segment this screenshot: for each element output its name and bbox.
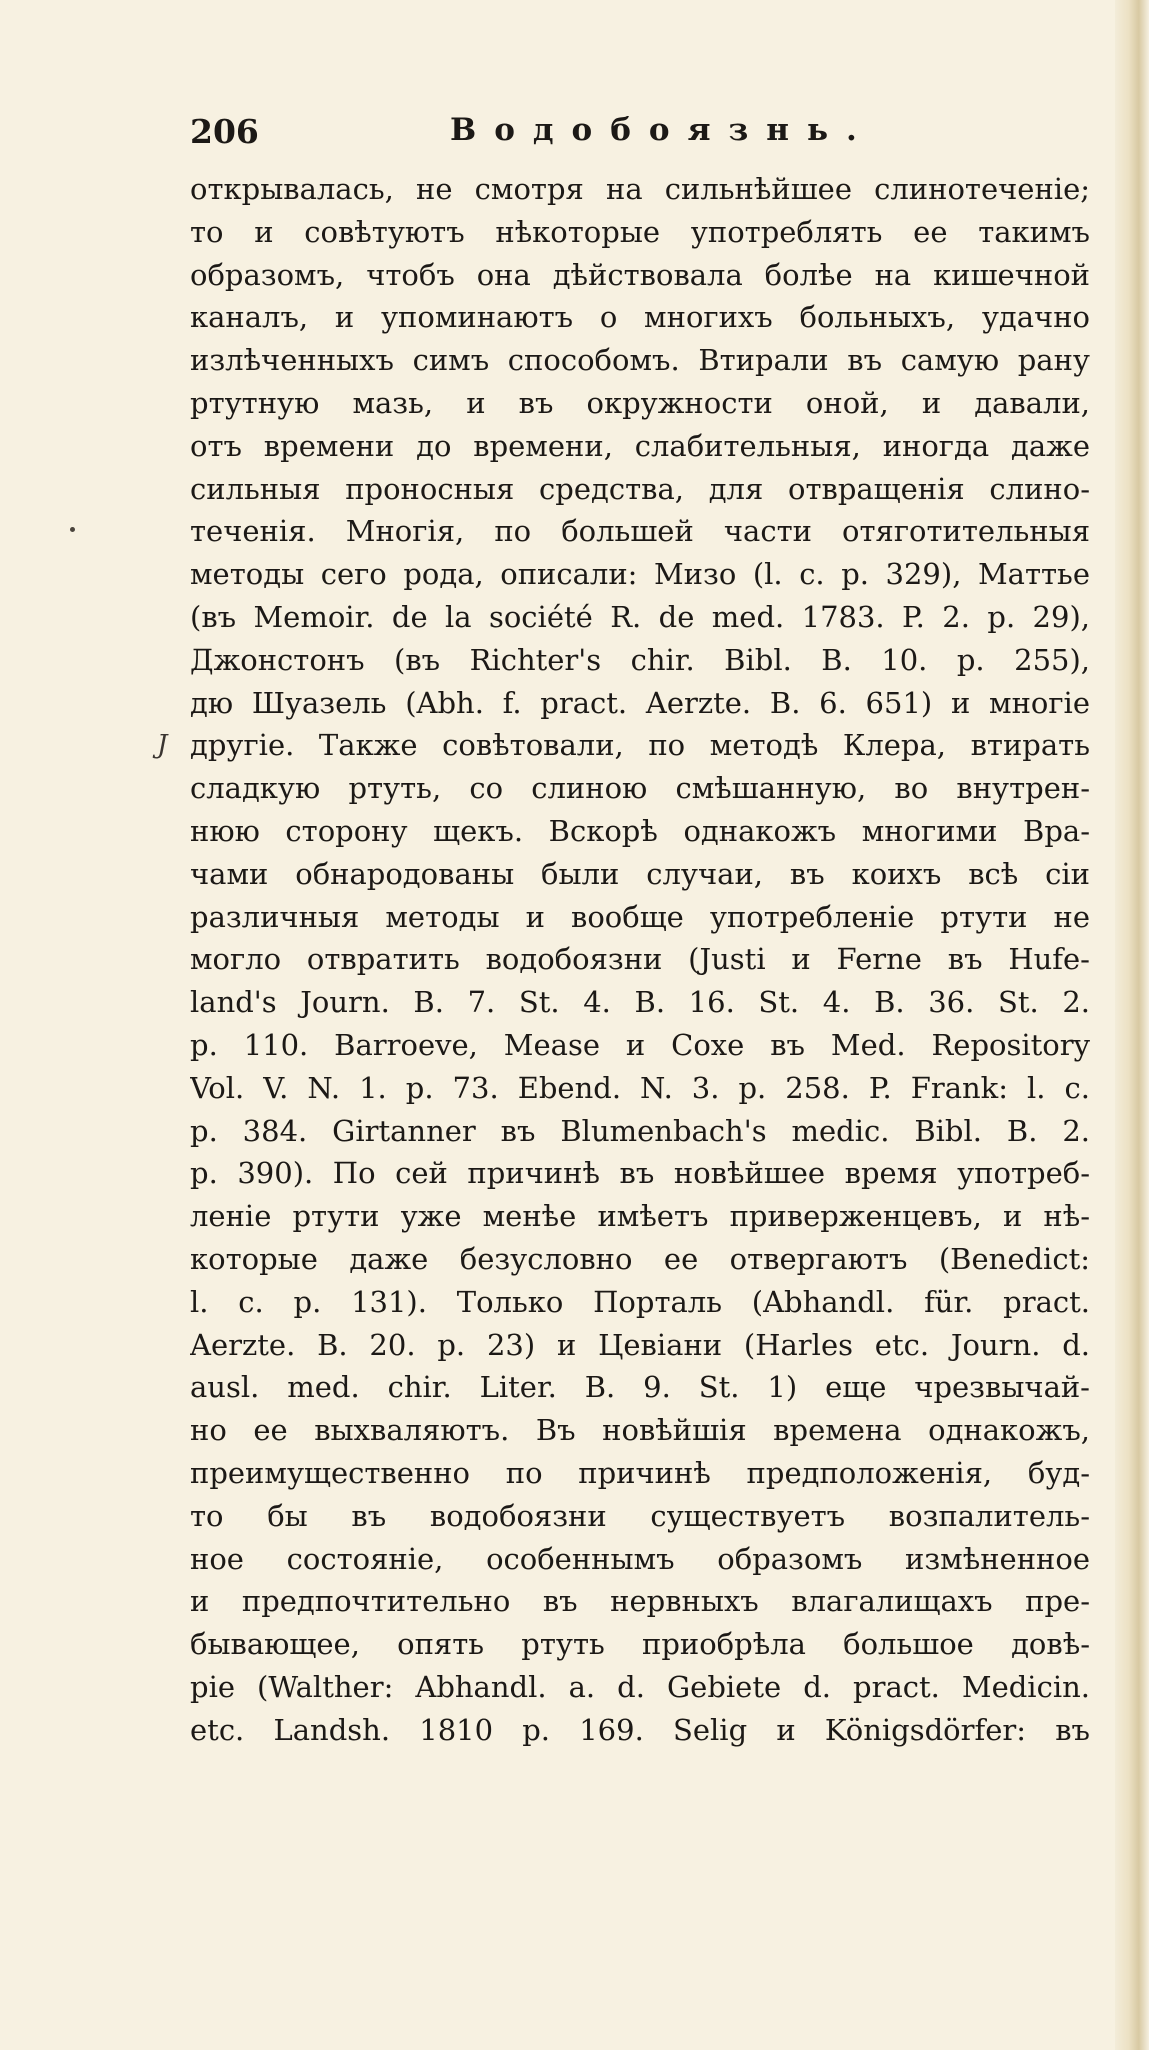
text-line: бывающее, опять ртуть приобрѣла большое довѣ-: [190, 1627, 1090, 1662]
margin-dot: [70, 527, 75, 532]
text-line: то бы въ водобоязни существуетъ возпалитель-: [190, 1498, 1090, 1533]
page-edge-shadow: [1115, 0, 1149, 2050]
text-line: ное состояніе, особеннымъ образомъ измѣненное: [190, 1541, 1090, 1576]
text-line: другіе. Также совѣтовали, по методѣ Клера, втирать: [190, 728, 1090, 763]
body-text: [190, 168, 1090, 1751]
text-line: etc. Landsh. 1810 p. 169. Selig и Königsdörfer: въ: [190, 1712, 1090, 1747]
text-line: чами обнародованы были случаи, въ коихъ всѣ сіи: [190, 856, 1090, 891]
text-line: дю Шуазель (Abh. f. pract. Aerzte. B. 6. 651) и многіе: [190, 685, 1090, 720]
text-line: нюю сторону щекъ. Вскорѣ однакожъ многими Вра-: [190, 813, 1090, 848]
text-line: сладкую ртуть, со слиною смѣшанную, во внутрен-: [190, 771, 1090, 806]
text-line: p. 384. Girtanner въ Blumenbach's medic. Bibl. B. 2.: [190, 1113, 1090, 1148]
text-line: p. 110. Barroeve, Mease и Coxe въ Med. Repository: [190, 1027, 1090, 1062]
text-line: образомъ, чтобъ она дѣйствовала болѣе на кишечной: [190, 257, 1090, 292]
text-line: отъ времени до времени, слабительныя, иногда даже: [190, 428, 1090, 463]
text-line: открывалась, не смотря на сильнѣйшее слинотеченіе;: [190, 172, 1090, 206]
text-line: (въ Memoir. de la société R. de med. 1783. P. 2. p. 29),: [190, 599, 1090, 634]
text-line: леніе ртути уже менѣе имѣетъ приверженцевъ, и нѣ-: [190, 1199, 1090, 1234]
text-line: ртутную мазь, и въ окружности оной, и давали,: [190, 385, 1090, 420]
page-number: 206: [190, 112, 259, 151]
text-line: Джонстонъ (въ Richter's chir. Bibl. B. 10. p. 255),: [190, 642, 1090, 677]
text-line: преимущественно по причинѣ предположенія, буд-: [190, 1455, 1090, 1490]
text-line: методы сего рода, описали: Мизо (l. c. p. 329), Маттье: [190, 557, 1090, 592]
text-line: l. c. p. 131). Только Порталь (Abhandl. für. pract.: [190, 1284, 1090, 1319]
text-line: излѣченныхъ симъ способомъ. Втирали въ самую рану: [190, 343, 1090, 378]
page-header: [190, 112, 1090, 160]
text-line: p. 390). По сей причинѣ въ новѣйшее время употреб-: [190, 1156, 1090, 1191]
running-head: Водобоязнь.: [450, 112, 875, 148]
text-line: то и совѣтуютъ нѣкоторые употреблять ее такимъ: [190, 214, 1090, 249]
text-line: Aerzte. B. 20. p. 23) и Цевіани (Harles etc. Journ. d.: [190, 1327, 1090, 1362]
text-line: ausl. med. chir. Liter. B. 9. St. 1) еще чрезвычай-: [190, 1370, 1090, 1405]
text-line: но ее выхваляютъ. Въ новѣйшія времена однакожъ,: [190, 1413, 1090, 1448]
text-line: ріе (Walther: Abhandl. a. d. Gebiete d. pract. Medicin.: [190, 1669, 1090, 1704]
text-line: которые даже безусловно ее отвергаютъ (Benedict:: [190, 1241, 1090, 1276]
text-line: каналъ, и упоминаютъ о многихъ больныхъ, удачно: [190, 300, 1090, 335]
text-line: Vol. V. N. 1. p. 73. Ebend. N. 3. p. 258. P. Frank: l. c.: [190, 1070, 1090, 1105]
text-line: могло отвратить водобоязни (Justi и Ferne въ Hufe-: [190, 942, 1090, 977]
text-line: сильныя проносныя средства, для отвращенія слино-: [190, 471, 1090, 506]
text-line: теченія. Многія, по большей части отяготительныя: [190, 514, 1090, 549]
text-line: land's Journ. B. 7. St. 4. B. 16. St. 4. B. 36. St. 2.: [190, 985, 1090, 1020]
text-line: различныя методы и вообще употребленіе ртути не: [190, 899, 1090, 934]
margin-mark: J: [157, 730, 168, 760]
text-line: и предпочтительно въ нервныхъ влагалищахъ пре-: [190, 1584, 1090, 1619]
